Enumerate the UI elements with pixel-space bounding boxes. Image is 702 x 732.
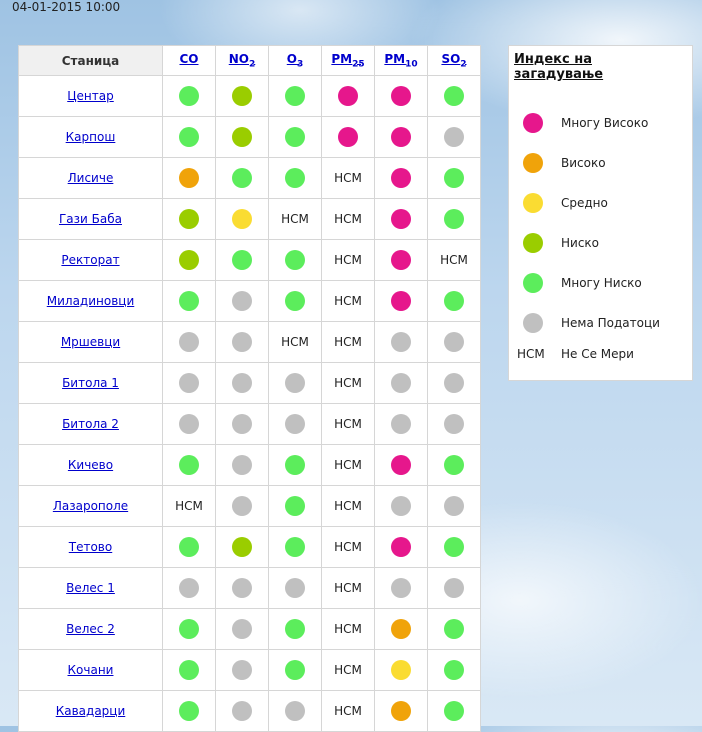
status-dot-no-data xyxy=(391,496,411,516)
pollutant-value-cell xyxy=(428,281,481,322)
station-cell xyxy=(19,322,163,363)
status-dot-very-low xyxy=(285,496,305,516)
station-link[interactable]: Кочани xyxy=(67,663,114,677)
status-dot-very-low xyxy=(444,455,464,475)
pollution-index-legend xyxy=(508,45,693,381)
status-dot-very-low xyxy=(179,537,199,557)
pollutant-link-no2[interactable]: $NO_2$ xyxy=(228,51,256,70)
pollutant-value-cell xyxy=(428,117,481,158)
pollutant-value-cell xyxy=(322,322,375,363)
pollutant-value-cell xyxy=(322,650,375,691)
station-cell xyxy=(19,609,163,650)
status-dot-no-data xyxy=(232,332,252,352)
not-measured-text: НСМ xyxy=(334,499,362,513)
pollutant-value-cell xyxy=(375,240,428,281)
legend-item-low xyxy=(521,231,691,255)
status-dot-very-low xyxy=(444,619,464,639)
pollutant-value-cell xyxy=(163,691,216,732)
status-dot-no-data xyxy=(391,332,411,352)
status-dot-no-data xyxy=(391,578,411,598)
table-row xyxy=(19,363,481,404)
legend-title: Индекс на загадување xyxy=(514,52,604,82)
pollutant-value-cell xyxy=(163,240,216,281)
not-measured-text: НСМ xyxy=(175,499,203,513)
legend-item-nsm xyxy=(517,342,691,366)
legend-item-no-data xyxy=(521,311,691,335)
pollutant-value-cell xyxy=(216,322,269,363)
pollutant-value-cell xyxy=(375,404,428,445)
station-cell xyxy=(19,281,163,322)
pollutant-value-cell xyxy=(269,445,322,486)
pollutant-value-cell xyxy=(163,486,216,527)
pollutant-value-cell xyxy=(428,486,481,527)
status-dot-very-low xyxy=(444,86,464,106)
table-body xyxy=(19,76,481,732)
pollutant-value-cell xyxy=(216,568,269,609)
pollutant-value-cell xyxy=(322,527,375,568)
pollutant-link-pm25[interactable]: $PM_{25}$ xyxy=(331,51,365,70)
pollutant-value-cell xyxy=(322,281,375,322)
status-dot-very-low xyxy=(285,127,305,147)
status-dot-no-data xyxy=(179,373,199,393)
pollutant-header-co[interactable] xyxy=(163,46,216,76)
table-row xyxy=(19,445,481,486)
station-cell xyxy=(19,117,163,158)
pollutant-link-co[interactable]: CO xyxy=(179,51,199,66)
not-measured-text: НСМ xyxy=(334,581,362,595)
legend-dot-medium xyxy=(523,193,543,213)
station-cell xyxy=(19,568,163,609)
pollutant-value-cell xyxy=(322,609,375,650)
status-dot-very-high xyxy=(391,537,411,557)
pollutant-value-cell xyxy=(375,609,428,650)
pollutant-value-cell xyxy=(269,117,322,158)
legend-nsm-label: Не Се Мери xyxy=(561,347,634,361)
legend-item-very-high xyxy=(521,111,691,135)
pollutant-value-cell xyxy=(428,609,481,650)
status-dot-no-data xyxy=(232,455,252,475)
table-row xyxy=(19,527,481,568)
status-dot-no-data xyxy=(444,332,464,352)
pollutant-header-so2[interactable] xyxy=(428,46,481,76)
table-row xyxy=(19,568,481,609)
status-dot-very-low xyxy=(285,250,305,270)
pollutant-value-cell xyxy=(322,240,375,281)
pollutant-value-cell xyxy=(163,281,216,322)
air-quality-table xyxy=(18,45,481,732)
status-dot-no-data xyxy=(232,578,252,598)
pollutant-value-cell xyxy=(269,158,322,199)
table-row xyxy=(19,609,481,650)
pollutant-value-cell xyxy=(216,609,269,650)
pollutant-link-pm10[interactable]: $PM_{10}$ xyxy=(384,51,418,70)
status-dot-very-low xyxy=(285,660,305,680)
station-cell xyxy=(19,445,163,486)
status-dot-very-high xyxy=(391,291,411,311)
pollutant-value-cell xyxy=(428,322,481,363)
status-dot-no-data xyxy=(444,578,464,598)
status-dot-low xyxy=(232,127,252,147)
not-measured-text: НСМ xyxy=(281,212,309,226)
station-link[interactable]: Кавадарци xyxy=(55,704,126,718)
status-dot-low xyxy=(232,537,252,557)
status-dot-very-high xyxy=(338,86,358,106)
pollutant-value-cell xyxy=(163,568,216,609)
status-dot-very-high xyxy=(338,127,358,147)
pollutant-header-pm25[interactable] xyxy=(322,46,375,76)
pollutant-value-cell xyxy=(216,445,269,486)
status-dot-very-low xyxy=(179,701,199,721)
station-link[interactable]: Мршевци xyxy=(60,335,121,349)
status-dot-high xyxy=(391,619,411,639)
timestamp: 04-01-2015 10:00 xyxy=(12,0,121,14)
status-dot-very-high xyxy=(391,250,411,270)
not-measured-text: НСМ xyxy=(334,253,362,267)
not-measured-text: НСМ xyxy=(334,622,362,636)
station-cell xyxy=(19,486,163,527)
status-dot-no-data xyxy=(179,414,199,434)
status-dot-very-high xyxy=(391,127,411,147)
status-dot-no-data xyxy=(179,332,199,352)
pollutant-value-cell xyxy=(428,199,481,240)
pollutant-value-cell xyxy=(269,76,322,117)
pollutant-value-cell xyxy=(269,240,322,281)
pollutant-header-no2[interactable] xyxy=(216,46,269,76)
pollutant-value-cell xyxy=(163,322,216,363)
pollutant-header-o3[interactable] xyxy=(269,46,322,76)
station-link[interactable]: Битола 1 xyxy=(62,376,119,390)
station-link[interactable]: Гази Баба xyxy=(58,212,122,226)
legend-label: Многу Ниско xyxy=(561,276,642,290)
legend-nsm-key: НСМ xyxy=(517,347,545,361)
not-measured-text: НСМ xyxy=(334,376,362,390)
pollutant-value-cell xyxy=(322,199,375,240)
legend-label: Средно xyxy=(561,196,608,210)
station-link[interactable]: Кичево xyxy=(67,458,114,472)
station-link[interactable]: Карпош xyxy=(65,130,116,144)
status-dot-very-low xyxy=(232,250,252,270)
not-measured-text: НСМ xyxy=(334,294,362,308)
pollutant-value-cell xyxy=(375,322,428,363)
status-dot-no-data xyxy=(444,496,464,516)
status-dot-medium xyxy=(232,209,252,229)
status-dot-no-data xyxy=(391,414,411,434)
pollutant-value-cell xyxy=(269,404,322,445)
not-measured-text: НСМ xyxy=(334,704,362,718)
status-dot-no-data xyxy=(232,373,252,393)
status-dot-very-low xyxy=(285,168,305,188)
pollutant-value-cell xyxy=(428,404,481,445)
table-row xyxy=(19,117,481,158)
status-dot-very-low xyxy=(179,660,199,680)
not-measured-text: НСМ xyxy=(334,171,362,185)
pollutant-value-cell xyxy=(375,691,428,732)
pollutant-value-cell xyxy=(375,650,428,691)
status-dot-no-data xyxy=(232,660,252,680)
pollutant-value-cell xyxy=(322,691,375,732)
status-dot-no-data xyxy=(444,373,464,393)
status-dot-no-data xyxy=(232,619,252,639)
pollutant-value-cell xyxy=(375,158,428,199)
table-row xyxy=(19,158,481,199)
pollutant-value-cell xyxy=(322,568,375,609)
status-dot-no-data xyxy=(232,291,252,311)
status-dot-very-low xyxy=(444,660,464,680)
status-dot-no-data xyxy=(285,414,305,434)
station-column-header: Станица xyxy=(19,46,163,76)
station-link[interactable]: Лазарополе xyxy=(52,499,129,513)
pollutant-value-cell xyxy=(216,527,269,568)
pollutant-value-cell xyxy=(375,281,428,322)
status-dot-medium xyxy=(391,660,411,680)
pollutant-value-cell xyxy=(216,240,269,281)
table-row xyxy=(19,691,481,732)
status-dot-no-data xyxy=(232,414,252,434)
pollutant-value-cell xyxy=(375,568,428,609)
not-measured-text: НСМ xyxy=(334,212,362,226)
station-cell xyxy=(19,650,163,691)
pollutant-value-cell xyxy=(428,650,481,691)
status-dot-very-low xyxy=(444,701,464,721)
legend-label: Високо xyxy=(561,156,606,170)
table-row xyxy=(19,281,481,322)
pollutant-value-cell xyxy=(269,363,322,404)
pollutant-value-cell xyxy=(269,281,322,322)
pollutant-value-cell xyxy=(375,363,428,404)
not-measured-text: НСМ xyxy=(334,458,362,472)
pollutant-value-cell xyxy=(216,158,269,199)
status-dot-very-low xyxy=(179,619,199,639)
table-header-row xyxy=(19,46,481,76)
table-row xyxy=(19,240,481,281)
status-dot-no-data xyxy=(232,701,252,721)
station-link[interactable]: Тетово xyxy=(68,540,113,554)
pollutant-link-so2[interactable]: $SO_2$ xyxy=(441,51,467,70)
not-measured-text: НСМ xyxy=(334,417,362,431)
status-dot-very-low xyxy=(444,168,464,188)
station-link[interactable]: Велес 2 xyxy=(66,622,115,636)
pollutant-value-cell xyxy=(216,650,269,691)
legend-dot-high xyxy=(523,153,543,173)
pollutant-value-cell xyxy=(428,363,481,404)
pollutant-value-cell xyxy=(428,158,481,199)
pollutant-value-cell xyxy=(163,609,216,650)
status-dot-very-low xyxy=(285,537,305,557)
pollutant-value-cell xyxy=(269,199,322,240)
station-link[interactable]: Битола 2 xyxy=(62,417,119,431)
pollutant-value-cell xyxy=(269,691,322,732)
status-dot-no-data xyxy=(444,414,464,434)
status-dot-very-low xyxy=(179,86,199,106)
status-dot-very-low xyxy=(285,86,305,106)
pollutant-value-cell xyxy=(163,158,216,199)
status-dot-no-data xyxy=(285,578,305,598)
pollutant-value-cell xyxy=(269,650,322,691)
pollutant-value-cell xyxy=(163,650,216,691)
pollutant-value-cell xyxy=(216,199,269,240)
not-measured-text: НСМ xyxy=(440,253,468,267)
legend-item-medium xyxy=(521,191,691,215)
status-dot-very-low xyxy=(285,291,305,311)
status-dot-low xyxy=(232,86,252,106)
status-dot-very-high xyxy=(391,209,411,229)
table-row xyxy=(19,650,481,691)
pollutant-value-cell xyxy=(163,117,216,158)
status-dot-very-high xyxy=(391,168,411,188)
pollutant-value-cell xyxy=(428,527,481,568)
table-row xyxy=(19,486,481,527)
pollutant-link-o3[interactable]: $O_3$ xyxy=(286,51,304,70)
pollutant-value-cell xyxy=(216,486,269,527)
legend-label: Нема Податоци xyxy=(561,316,660,330)
station-link[interactable]: Лисиче xyxy=(67,171,114,185)
legend-label: Ниско xyxy=(561,236,600,250)
status-dot-very-low xyxy=(179,127,199,147)
table-row xyxy=(19,322,481,363)
legend-item-high xyxy=(521,151,691,175)
pollutant-value-cell xyxy=(322,76,375,117)
pollutant-value-cell xyxy=(322,363,375,404)
station-cell xyxy=(19,691,163,732)
not-measured-text: НСМ xyxy=(281,335,309,349)
legend-dot-low xyxy=(523,233,543,253)
pollutant-value-cell xyxy=(375,76,428,117)
station-link[interactable]: Миладиновци xyxy=(46,294,135,308)
pollutant-value-cell xyxy=(428,568,481,609)
status-dot-high xyxy=(391,701,411,721)
status-dot-high xyxy=(179,168,199,188)
status-dot-very-high xyxy=(391,455,411,475)
pollutant-value-cell xyxy=(375,199,428,240)
pollutant-value-cell xyxy=(216,363,269,404)
pollutant-value-cell xyxy=(375,486,428,527)
table-row xyxy=(19,76,481,117)
pollutant-value-cell xyxy=(216,404,269,445)
station-cell xyxy=(19,158,163,199)
status-dot-no-data xyxy=(285,373,305,393)
station-link[interactable]: Велес 1 xyxy=(66,581,115,595)
pollutant-value-cell xyxy=(216,281,269,322)
status-dot-very-high xyxy=(391,86,411,106)
status-dot-very-low xyxy=(179,455,199,475)
pollutant-value-cell xyxy=(163,363,216,404)
pollutant-value-cell xyxy=(269,527,322,568)
pollutant-value-cell xyxy=(428,76,481,117)
station-cell xyxy=(19,199,163,240)
pollutant-value-cell xyxy=(216,117,269,158)
station-link[interactable]: Ректорат xyxy=(61,253,120,267)
pollutant-value-cell xyxy=(163,527,216,568)
status-dot-very-low xyxy=(444,291,464,311)
status-dot-no-data xyxy=(391,373,411,393)
status-dot-low xyxy=(179,209,199,229)
pollutant-value-cell xyxy=(269,486,322,527)
station-link[interactable]: Центар xyxy=(67,89,114,103)
legend-item-very-low xyxy=(521,271,691,295)
pollutant-value-cell xyxy=(322,445,375,486)
pollutant-value-cell xyxy=(428,445,481,486)
pollutant-value-cell xyxy=(216,691,269,732)
station-cell xyxy=(19,404,163,445)
legend-dot-no-data xyxy=(523,313,543,333)
pollutant-value-cell xyxy=(322,117,375,158)
pollutant-value-cell xyxy=(269,568,322,609)
pollutant-value-cell xyxy=(163,76,216,117)
pollutant-value-cell xyxy=(375,527,428,568)
pollutant-header-pm10[interactable] xyxy=(375,46,428,76)
status-dot-very-low xyxy=(444,537,464,557)
legend-dot-very-high xyxy=(523,113,543,133)
pollutant-value-cell xyxy=(163,199,216,240)
station-cell xyxy=(19,76,163,117)
status-dot-very-low xyxy=(232,168,252,188)
legend-dot-very-low xyxy=(523,273,543,293)
station-cell xyxy=(19,527,163,568)
table-row xyxy=(19,404,481,445)
legend-label: Многу Високо xyxy=(561,116,649,130)
status-dot-very-low xyxy=(444,209,464,229)
pollutant-value-cell xyxy=(163,404,216,445)
station-cell xyxy=(19,363,163,404)
not-measured-text: НСМ xyxy=(334,335,362,349)
pollutant-value-cell xyxy=(375,445,428,486)
status-dot-no-data xyxy=(232,496,252,516)
pollutant-value-cell xyxy=(269,322,322,363)
status-dot-very-low xyxy=(179,291,199,311)
not-measured-text: НСМ xyxy=(334,663,362,677)
not-measured-text: НСМ xyxy=(334,540,362,554)
pollutant-value-cell xyxy=(269,609,322,650)
status-dot-low xyxy=(179,250,199,270)
pollutant-value-cell xyxy=(322,486,375,527)
status-dot-no-data xyxy=(444,127,464,147)
status-dot-no-data xyxy=(285,701,305,721)
pollutant-value-cell xyxy=(428,240,481,281)
pollutant-value-cell xyxy=(322,158,375,199)
station-cell xyxy=(19,240,163,281)
table-row xyxy=(19,199,481,240)
pollutant-value-cell xyxy=(375,117,428,158)
status-dot-no-data xyxy=(179,578,199,598)
pollutant-value-cell xyxy=(428,691,481,732)
pollutant-value-cell xyxy=(322,404,375,445)
pollutant-value-cell xyxy=(163,445,216,486)
status-dot-very-low xyxy=(285,619,305,639)
status-dot-very-low xyxy=(285,455,305,475)
pollutant-value-cell xyxy=(216,76,269,117)
